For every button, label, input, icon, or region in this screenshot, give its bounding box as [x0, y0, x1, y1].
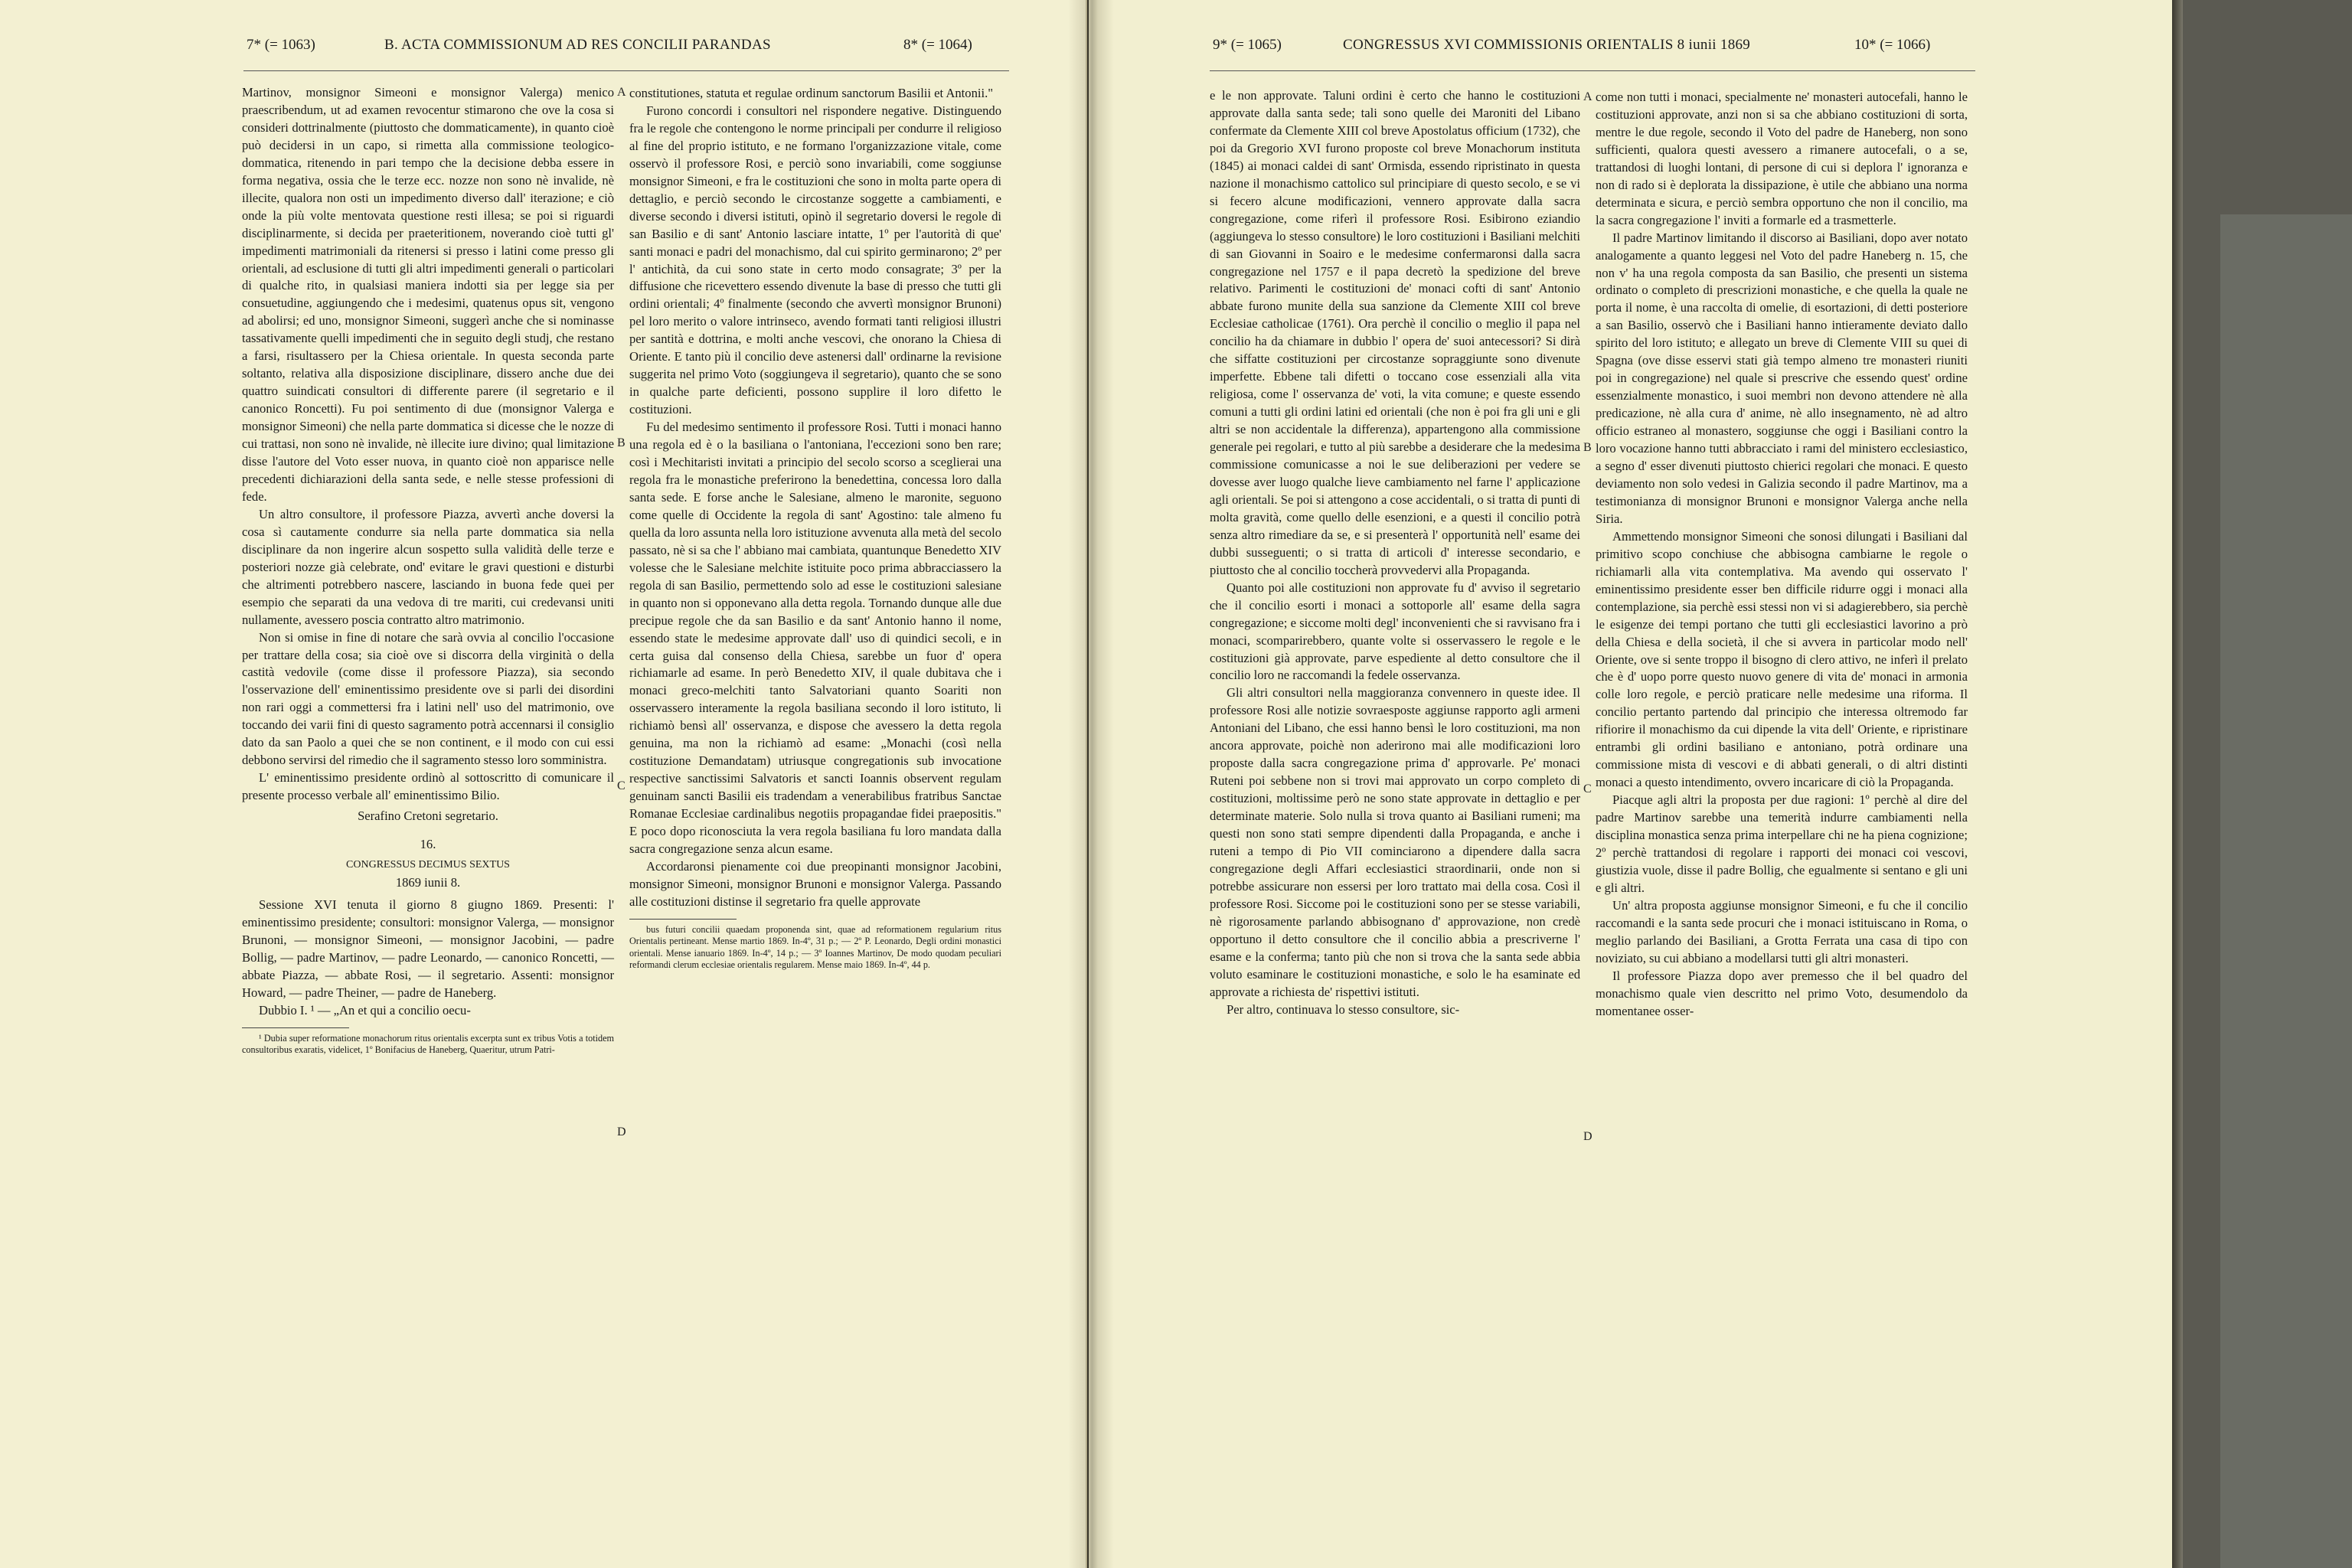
paragraph: Per altro, continuava lo stesso consultore, sic- — [1227, 1001, 1460, 1017]
right-page — [1089, 0, 2172, 1568]
right-page-number-a: 9* (= 1065) — [1213, 37, 1282, 53]
paragraph: Un' altra proposta aggiunse monsignor Simeoni, e fu che il concilio raccomandi e la santa sede procuri che i monaci istituiscano in Roma, o meglio parlando dei Basiliani, a Grotta Ferrata una casa di tipo con noviziato, su cui abbiano a modellarsi tutti gli altri monasteri. — [1596, 897, 1968, 965]
section-date: 1869 iunii 8. — [395, 874, 461, 890]
left-page-header — [0, 37, 1086, 63]
paragraph: Ammettendo monsignor Simeoni che sonosi dilungati i Basiliani dal primitivo scopo conchiuse che abbisogna cambiarne le regole o richiamarli alla vita contemplativa. Ma avendo qui osservato l' eminentissimo presidente esser ben difficile ridurre oggi i monaci alla contemplazione, sia perchè essi stessi non vi si adagierebbero, sia perchè le esigenze dei tempi portano che tutti gli ecclesiastici lavorino a prò della Chiesa e della società, il che si avvera in particolar modo nell' Oriente, ove si sente troppo il bisogno di clero attivo, ne inferì il prelato che è d' uopo porre questo nuovo genere di vita de' monaci in armonia colle loro regole, e perciò praticare nelle medesime una riforma. Il concilio pertanto partendo dal principio che interessa oltremodo far rifiorire il monachismo da cui dipende la vita dell' Oriente, e ripristinare entrambi gli ordini basiliano e antoniano, potrà ordinare una commissione mista di vescovi e di abbati generali, o di altri distinti monaci a questo intendimento, ovvero incaricare di ciò la Propaganda. — [1596, 528, 1968, 790]
paragraph: Gli altri consultori nella maggioranza convennero in queste idee. Il professore Rosi alle notizie sovraesposte aggiunse rapporto agli armeni Antoniani del Libano, che essi hanno bensì le loro costituzioni, ma non ancora approvate, poichè non aderirono mai alle modificazioni loro proposte dalla sacra congregazione prima d' approvarle. Pe' monaci Ruteni poi sebbene non si trovi mai approvato un corpo completo di costituzioni, moltissime però ne sono state approvate in dettaglio e per determinate materie. Solo nulla si trova quanto ai Basiliani rumeni; ma questi non sono stati sempre dipendenti dalla Propaganda, e anche i ruteni a tempo di Pio VII cominciarono a dipendere dalla sacra congregazione degli Affari ecclesiastici straordinarii, onde non si potrebbe assicurare non essersi per loro trattato mai della cosa. Così il professore Rosi. Siccome poi le costituzioni sono per se stesse variabili, nè rigorosamente parlando abbisognano d' approvazione, non credè opportuno il detto consultore che il concilio abbia a prescriverne l' esame e la conferma; tanto più che non si trova che la santa sede abbia voluto esaminare le costituzioni monastiche, e solo le ha esaminate ed approvate a richiesta de' rispettivi istituti. — [1210, 685, 1580, 999]
paragraph: Accordaronsi pienamente coi due preopinanti monsignor Jacobini, monsignor Simeoni, monsignor Brunoni e monsignor Valerga. Passando alle costituzioni distinse il segretario fra quelle approvate — [629, 858, 1001, 909]
paragraph: Il professore Piazza dopo aver premesso che il bel quadro del monachismo quale vien descritto nel primo Voto, desumendolo da momentanee osser- — [1596, 968, 1968, 1018]
left-running-title: B. ACTA COMMISSIONUM AD RES CONCILII PARANDAS — [384, 37, 771, 53]
paragraph: e le non approvate. Taluni ordini è certo che hanno le costituzioni approvate dalla santa sede; tali sono quelle dei Maroniti del Libano confermate da Clemente XIII col breve Apostolatus officium (1732), che poi da Gregorio XVI furono proposte col breve Monachorum instituta (1845) ai monaci caldei di sant' Ormisda, essendo ripristinato in questa nazione il monachismo cattolico sul principiare di questo secolo, e se vi si fecero alcune modificazioni, vennero approvate dalla sacra congregazione, come riferì il professore Rosi. Esibirono eziandio (aggiungeva lo stesso consultore) le loro costituzioni i Basiliani melchiti di san Giovanni in Soairo e le medesime confermaronsi dalla sacra congregazione nel 1757 e il papa decretò la spedizione del breve relativo. Parimenti le costituzioni de' monaci cofti di sant' Antonio abbate furono munite della sua sanzione da Clemente XIII col breve Ecclesiae catholicae (1761). Ora perchè il concilio o meglio il papa nel concilio ha da chiamare in dubbio l' opera de' suoi antecessori? Si dirà che siffatte costituzioni per circostanze sopraggiunte sono divenute imperfette. Ebbene tali difetti o toccano cose essenziali alla vita religiosa, come l' osservanza de' voti, la vita comune; e queste essendo comuni a tutti gli ordini latini ed orientali (che non è poi fra gli uni e gli altri se non accidentale la differenza), appartengono alla commissione generale pei regolari, e tutto al più sarebbe a desiderare che la medesima commissione comunicasse a noi le sue deliberazioni per vedere se dovesse aver luogo qualche lieve cambiamento nel farne l' applicazione agli orientali. Se poi si attengono a cose accidentali, o si tratta di punti di molta gravità, come quello delle esenzioni, e a questi il concilio potrà senza altro rimediare da se, e si presenterà l' opportunità nell' esame dei dubbi susseguenti; o si tratta di articoli d' interesse secondario, e piuttosto che al concilio toccherà provvedervi alla Propaganda. — [1210, 88, 1580, 577]
footnote: ¹ Dubia super reformatione monachorum ritus orientalis excerpta sunt ex tribus Votis a totidem consultoribus exaratis, videlicet, 1º Bonifacius de Haneberg, Quaeritur, utrum Patri- — [242, 1032, 614, 1056]
paragraph: Fu del medesimo sentimento il professore Rosi. Tutti i monaci hanno una regola ed è o la basiliana o l'antoniana, l'eccezioni sono ben rare; così i Mechitaristi invitati a principio del secolo scorso a sceglierai una regola fra le monastiche preferirono la benedettina, concessa loro dalla santa sede. E forse anche le Salesiane, almeno le maronite, seguono come quelle di Occidente la regola di sant' Agostino: tale almeno fu quella da loro assunta nella loro istituzione avvenuta alla metà del secolo passato, nè si sa che l' abbiano mai cambiata, quantunque Benedetto XIV volesse che le Salesiane melchite istituite poco prima abbracciassero la regola di san Basilio, permettendo solo ad esse le costituzioni salesiane in quanto non si opponevano alla detta regola. Tornando dunque alle due precipue regole che da san Basilio e da sant' Antonio hanno il nome, essendo state le medesime approvate dall' uso di quindici secoli, e in certa guisa dal consenso della Chiesa, sarebbe un fuor d' opera richiamarle ad esame. In però Benedetto XIV, il quale dubitava che i monaci greco-melchiti tanto Salvatoriani quanto Soariti non osservassero interamente la regola basiliana secondo il loro istituto, li richiamò bensì all' osservanza, e dispose che avessero la detta regola genuina, ma non la richiamò ad esame: „Monachi (così nella costituzione Demandatam) utriusque congregationis sub invocatione respective sanctissimi Salvatoris et sancti Ioannis observent regulam genuinam sancti Basilii eis tradendam a venerabilibus fratribus Sanctae Romanae Ecclesiae cardinalibus negotiis propagandae fidei praepositis." E poco dopo riconosciuta la vera regola basiliana fu loro mandata dalla sacra congregazione senza alcun esame. — [629, 420, 1001, 856]
signature: Serafino Cretoni segretario. — [358, 808, 498, 824]
paragraph: L' eminentissimo presidente ordinò al sottoscritto di comunicare il presente processo verbale all' eminentissimo Bilio. — [242, 770, 614, 803]
paragraph: Furono concordi i consultori nel rispondere negative. Distinguendo fra le regole che contengono le norme principali per condurre il religioso al fine del proprio istituto, e ne formano l'organizzazione vitale, come osservò il professore Rosi, e perciò sono invariabili, come soggiunse monsignor Simeoni, e fra le costituzioni che sono in molta parte opera di dettaglio, e perciò secondo le circostanze soggette a cambiamenti, e diverse secondo i diversi istituti, opinò il segretario doversi le regole di san Basilio e di sant' Antonio lasciare intatte, 1º per l'autorità di que' santi monaci e padri del monachismo, dal cui spirito germinarono; 2º per l' antichità, da cui sono state in certo modo consagrate; 3º per la diffusione che ricevettero essendo divenute la base di presso che tutti gli ordini orientali; 4º finalmente (secondo che avvertì monsignor Brunoni) pel loro merito o valore intrinseco, avendo formati tanti religiosi illustri per santità e dottrina, e molti anche vescovi, che onorano la Chiesa di Oriente. E tanto più il concilio deve astenersi dall' ordinarne la revisione suggerita nel primo Voto (soggiungeva il segretario), quanto che se sono in qualche parte deficienti, possono supplire il loro difetto le costituzioni. — [629, 103, 1001, 417]
background-panel — [2220, 214, 2352, 1568]
right-column-b — [1596, 89, 1968, 1021]
margin-marker: C — [1583, 782, 1592, 795]
book-cover-edge — [2172, 0, 2183, 1568]
right-header-rule — [1210, 70, 1975, 71]
right-page-header — [1089, 37, 2172, 63]
footnote: bus futuri concilii quaedam proponenda sint, quae ad reformationem regularium ritus Orientalis pertineant. Mense martio 1869. In-4º, 31 p.; — 2º P. Leonardo, Degli ordini monastici orientali. Mense ianuario 1869. In-4º, 14 p.; — 3º Ioannes Martinov, De modo quodam peculiari reformandi clerum ecclesiae orientalis regularem. Mense maio 1869. In-4º, 44 p. — [629, 923, 1001, 971]
right-running-title: CONGRESSUS XVI COMMISSIONIS ORIENTALIS 8 iunii 1869 — [1343, 37, 1751, 53]
left-column-a — [242, 84, 614, 1057]
paragraph: Quanto poi alle costituzioni non approvate fu d' avviso il segretario che il concilio esorti i monaci a sottoporle all' esame della sagra congregazione; e siccome molti degl' inconvenienti che si ravvisano fra i monaci, scomparirebbero, quante volte si osservassero le regole e le costituzioni già approvate, parve espediente al detto consultore che il concilio loro ne raccomandi la fedele osservanza. — [1210, 580, 1580, 683]
paragraph: Dubbio I. ¹ — „An et qui a concilio oecu- — [259, 1002, 471, 1018]
margin-marker: D — [1583, 1130, 1592, 1143]
paragraph: Non si omise in fine di notare che sarà ovvia al concilio l'occasione per trattare della cosa; sia cioè ove si discorra della virginità o della castità vedovile (come disse il professore Piazza), sia secondo l'osservazione dell' eminentissimo presidente ove si parli dei disordini non rari oggi a commettersi fra i latini nell' uso del matrimonio, ove toccando dei varii fini di questo sagramento potrà accennarsi il consiglio dato da san Paolo a quei che se non continent, e il modo con cui essi debbono servirsi del rimedio che il sagramento stesso loro somministra. — [242, 629, 614, 768]
margin-marker: A — [1583, 90, 1592, 103]
book-gutter-shadow — [1068, 0, 1114, 1568]
margin-marker: B — [1583, 441, 1592, 454]
footnote-rule — [242, 1027, 349, 1028]
paragraph: constitutiones, statuta et regulae ordinum sanctorum Basilii et Antonii." — [629, 86, 994, 100]
paragraph: Il padre Martinov limitando il discorso ai Basiliani, dopo aver notato analogamente a quanto leggesi nel Voto del padre Haneberg n. 15, che non v' ha una regola composta da san Basilio, che presenti un sistema ordinato o completo di prescrizioni monastiche, e che quella la quale ne porta il nome, è una raccolta di omelie, di esortazioni, di detti posteriore a san Basilio, osservò che i Basiliani hanno intieramente deviato dallo spirito del loro istituto; e allegato un breve di Clemente VIII su quei di Spagna (ove disse esservi stati già tempo almeno tre monasteri riuniti poi in congregazione) nel quale si prescrive che essendo quest' ordine essenzialmente monastico, i suoi membri non devono attendere nè alla predicazione, nè alla cura d' anime, nè allo insegnamento, nè ad altro officio estraneo al monastero, soggiunse che oggi i Basiliani contro la loro vocazione hanno tutti abbracciato i rami del ministero ecclesiastico, a segno d' esser divenuti piuttosto chierici regolari che monaci. E questo deviamento non solo vedesi in Galizia secondo il padre Martinov, ma a testimonianza di monsignor Brunoni e monsignor Valerga anche nella Siria. — [1596, 230, 1968, 526]
right-column-a — [1210, 87, 1580, 1019]
right-page-number-b: 10* (= 1066) — [1854, 37, 1931, 53]
margin-marker: C — [617, 779, 626, 792]
paragraph: Un altro consultore, il professore Piazza, avvertì anche doversi la cosa sì cautamente condurre sia nella parte dommatica sia nella disciplinare da non ingerire alcun sospetto sulla validità delle terze e posteriori nozze già celebrate, ond' evitare le gravi questioni e disturbi che altrimenti potrebbero nascere, lasciando in buona fede quei per esempio che separati da una vedova di tre mariti, cui credevansi uniti nullamente, avessero poscia contratto altro matrimonio. — [242, 506, 614, 627]
paragraph: come non tutti i monaci, specialmente ne' monasteri autocefali, hanno le costituzioni approvate, anzi non si sa che abbiano costituzioni di sorta, mentre le due regole, secondo il Voto del padre de Haneberg, non sono sufficienti, qualora questi avessero a rimanere autocefali, o a se, trattandosi di luoghi lontani, di persone di cui si deplora l' ignoranza e non di rado si è deplorata la dissipazione, è utile che abbiano una norma determinata e sicura, e perciò sembra opportuno che non il concilio, ma la sacra congregazione l' inviti a formarle ed a trasmetterle. — [1596, 90, 1968, 227]
left-page-number-a: 7* (= 1063) — [247, 37, 315, 53]
left-header-rule — [243, 70, 1009, 71]
margin-marker: D — [617, 1125, 626, 1138]
left-column-b — [629, 85, 1001, 972]
paragraph: Martinov, monsignor Simeoni e monsignor Valerga) menico praescribendum, ut ad examen revocentur stimarono che ove la cosa si consideri dottrinalmente (piuttosto che dommaticamente), in quanto cioè può decidersi in un capo, si rimetta alla commissione teologico-dommatica, ritenendo in pari tempo che la decisione debba essere in forma negativa, ossia che le terze ecc. nozze non sono nè invalide, nè illecite, qualora non osti un impedimento diverso dall' iterazione; e ciò onde la più volte mentovata questione resti illesa; se poi si riguardi disciplinarmente, si decida per praeteritionem, noverando cioè tutti gl' impedimenti matrimoniali da ritenersi si presso i latini come presso gli orientali, ad esclusione di tutti gli altri impedimenti generali o particolari di qualche rito, in qualsiasi maniera indotti sia per legge sia per consuetudine, aggiungendo che i medesimi, quatenus opus sit, vengono ad abolirsi; ed uno, monsignor Simeoni, suggerì anche che si nominasse tassativamente quelli impedimenti che in seguito degli studj, che restano a farsi, risultassero per la Chiesa orientale. In questa seconda parte soltanto, relativa alla disposizione disciplinare, dissero anche due dei quattro suindicati consultori di differente parere (il segretario e il canonico Roncetti). Fu poi sentimento di due (monsignor Valerga e monsignor Simeoni) che nella parte dommatica si dicesse che le nozze di cui trattasi, non sono nè invalide, nè illecite iure divino; qual limitazione disse l'autore del Voto esser nuova, in quanto cioè non apparisce nelle precedenti dichiarazioni della santa sede, e nelle stesse professioni di fede. — [242, 85, 614, 504]
left-page — [0, 0, 1087, 1568]
margin-marker: A — [617, 86, 626, 99]
paragraph: Piacque agli altri la proposta per due ragioni: 1º perchè al dire del padre Martinov sarebbe una temerità indurre cambiamenti nella disciplina monastica senza prima interpellare chi ne ha piena cognizione; 2º perchè trattandosi di regolare i rapporti dei monaci coi vescovi, giustizia vuole, disse il padre Bollig, che egualmente si sentano e gli uni e gli altri. — [1596, 792, 1968, 895]
section-number: 16. — [420, 837, 436, 852]
margin-marker: B — [617, 436, 626, 449]
section-title: CONGRESSUS DECIMUS SEXTUS — [346, 858, 510, 871]
paragraph: Sessione XVI tenuta il giorno 8 giugno 1869. Presenti: l' eminentissimo presidente; consultori: monsignor Valerga, — monsignor Brunoni, — monsignor Simeoni, — monsignor Jacobini, — padre Bollig, — padre Martinov, — padre Leonardo, — canonico Roncetti, — abbate Piazza, — abbate Rosi, — il segretario. Assenti: monsignor Howard, — padre Theiner, — padre de Haneberg. — [242, 897, 614, 1000]
footnote-rule — [629, 919, 737, 920]
left-page-number-b: 8* (= 1064) — [903, 37, 972, 53]
